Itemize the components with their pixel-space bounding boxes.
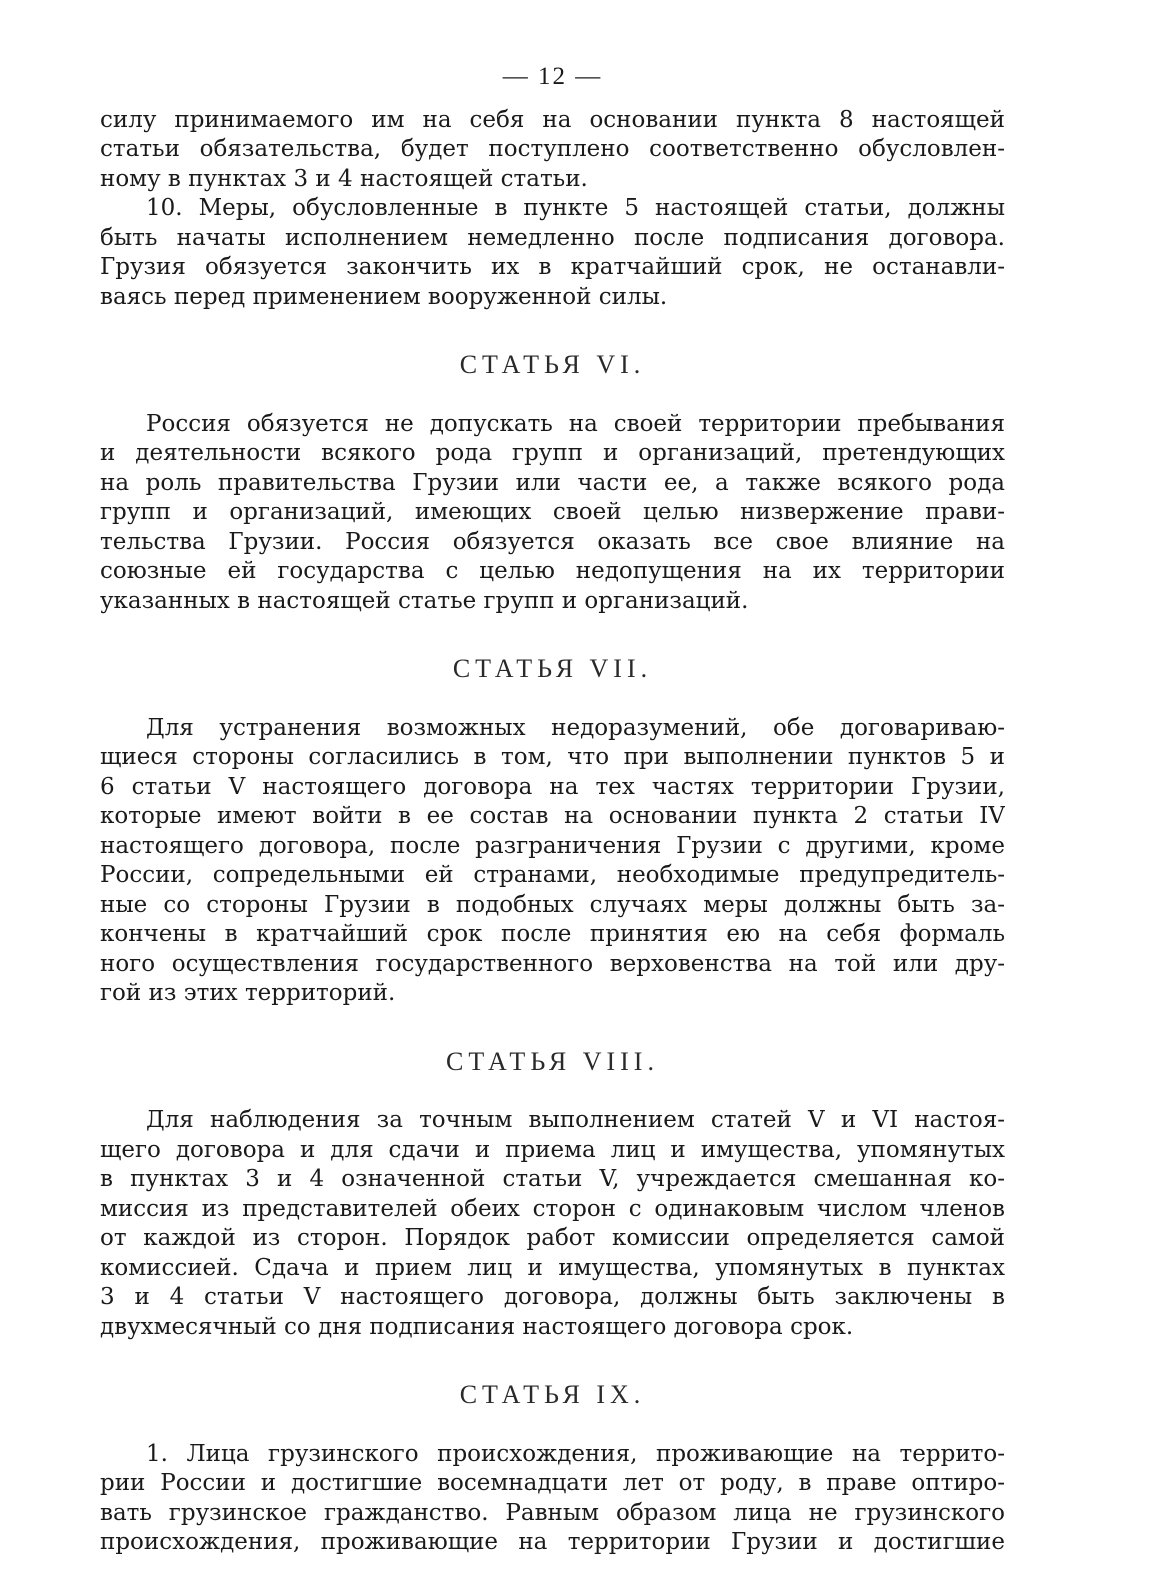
article-viii-paragraph — [100, 1106, 1005, 1342]
text-line: щего договора и для сдачи и приема лиц и имущества, упомянутых — [100, 1136, 1005, 1163]
text-line: от каждой из сторон. Порядок работ комиссии определяется самой — [100, 1225, 1005, 1251]
text-line: двухмесячный со дня подписания настоящего договора срок. — [100, 1313, 854, 1340]
text-line: силу принимаемого им на себя на основании пункта 8 настоящей — [100, 106, 1005, 133]
point-10-paragraph — [100, 194, 1005, 312]
text-line: быть начаты исполнением немедленно после подписания договора. — [100, 224, 1005, 251]
article-vi-paragraph — [100, 410, 1005, 617]
text-line: щиеся стороны согласились в том, что при выполнении пунктов 5 и — [100, 744, 1005, 770]
page-number: — 12 — — [502, 63, 603, 90]
text-line: и деятельности всякого рода групп и организаций, претендующих — [100, 440, 1005, 466]
text-line: ному в пунктах 3 и 4 настоящей статьи. — [100, 165, 588, 192]
text-line: статьи обязательства, будет поступлено соответственно обусловлен- — [100, 136, 1005, 162]
text-line: Для наблюдения за точным выполнением статей V и VI настоя- — [146, 1107, 1005, 1133]
text-line: 1. Лица грузинского происхождения, проживающие на террито- — [146, 1440, 1005, 1467]
intro-paragraph — [100, 106, 1005, 195]
text-line: происхождения, проживающие на территории Грузии и достигшие — [100, 1529, 1005, 1555]
text-line: России, сопредельными ей странами, необходимые предупредитель- — [100, 862, 1005, 888]
text-line: 3 и 4 статьи V настоящего договора, должны быть заключены в — [100, 1284, 1005, 1310]
article-heading-vii: СТАТЬЯ VII. — [452, 654, 653, 683]
text-line: 10. Меры, обусловленные в пункте 5 настоящей статьи, должны — [146, 195, 1005, 221]
article-vii-paragraph — [100, 714, 1005, 1009]
text-line: ного осуществления государственного верховенства на той или дру- — [100, 950, 1005, 977]
text-line: ные со стороны Грузии в подобных случаях меры должны быть за- — [100, 891, 1005, 918]
text-line: в пунктах 3 и 4 означенной статьи V, учреждается смешанная ко- — [100, 1166, 1005, 1192]
text-line: союзные ей государства с целью недопущения на их территории — [100, 558, 1005, 584]
document-page — [100, 62, 1005, 1558]
text-line: Грузия обязуется закончить их в кратчайший срок, не останавли- — [100, 254, 1005, 280]
text-line: рии России и достигшие восемнадцати лет от роду, в праве оптиро- — [100, 1470, 1005, 1496]
text-line: кончены в кратчайший срок после принятия ею на себя формаль — [100, 921, 1005, 947]
text-line: гой из этих территорий. — [100, 980, 396, 1006]
text-line: комиссией. Сдача и прием лиц и имущества, упомянутых в пунктах — [100, 1254, 1005, 1281]
text-line: указанных в настоящей статье групп и организаций. — [100, 587, 749, 614]
article-heading-vi: СТАТЬЯ VI. — [459, 350, 646, 379]
text-line: 6 статьи V настоящего договора на тех частях территории Грузии, — [100, 773, 1005, 800]
text-line: тельства Грузии. Россия обязуется оказать все свое влияние на — [100, 528, 1005, 555]
text-line: на роль правительства Грузии или части ее, а также всякого рода — [100, 469, 1005, 496]
text-line: Для устранения возможных недоразумений, обе договариваю- — [146, 714, 1005, 741]
text-line: групп и организаций, имеющих своей целью низвержение прави- — [100, 499, 1005, 525]
article-heading-viii: СТАТЬЯ VIII. — [446, 1046, 659, 1076]
text-line: Россия обязуется не допускать на своей территории пребывания — [146, 410, 1005, 437]
text-line: вать грузинское гражданство. Равным образом лица не грузинского — [100, 1499, 1005, 1526]
article-ix-paragraph — [100, 1440, 1005, 1558]
article-heading-ix: СТАТЬЯ IX. — [459, 1380, 646, 1409]
text-line: которые имеют войти в ее состав на основании пункта 2 статьи IV — [100, 803, 1005, 829]
text-line: настоящего договора, после разграничения Грузии с другими, кроме — [100, 832, 1005, 859]
text-line: миссия из представителей обеих сторон с одинаковым числом членов — [100, 1195, 1005, 1222]
text-line: ваясь перед применением вооруженной силы. — [100, 283, 668, 310]
